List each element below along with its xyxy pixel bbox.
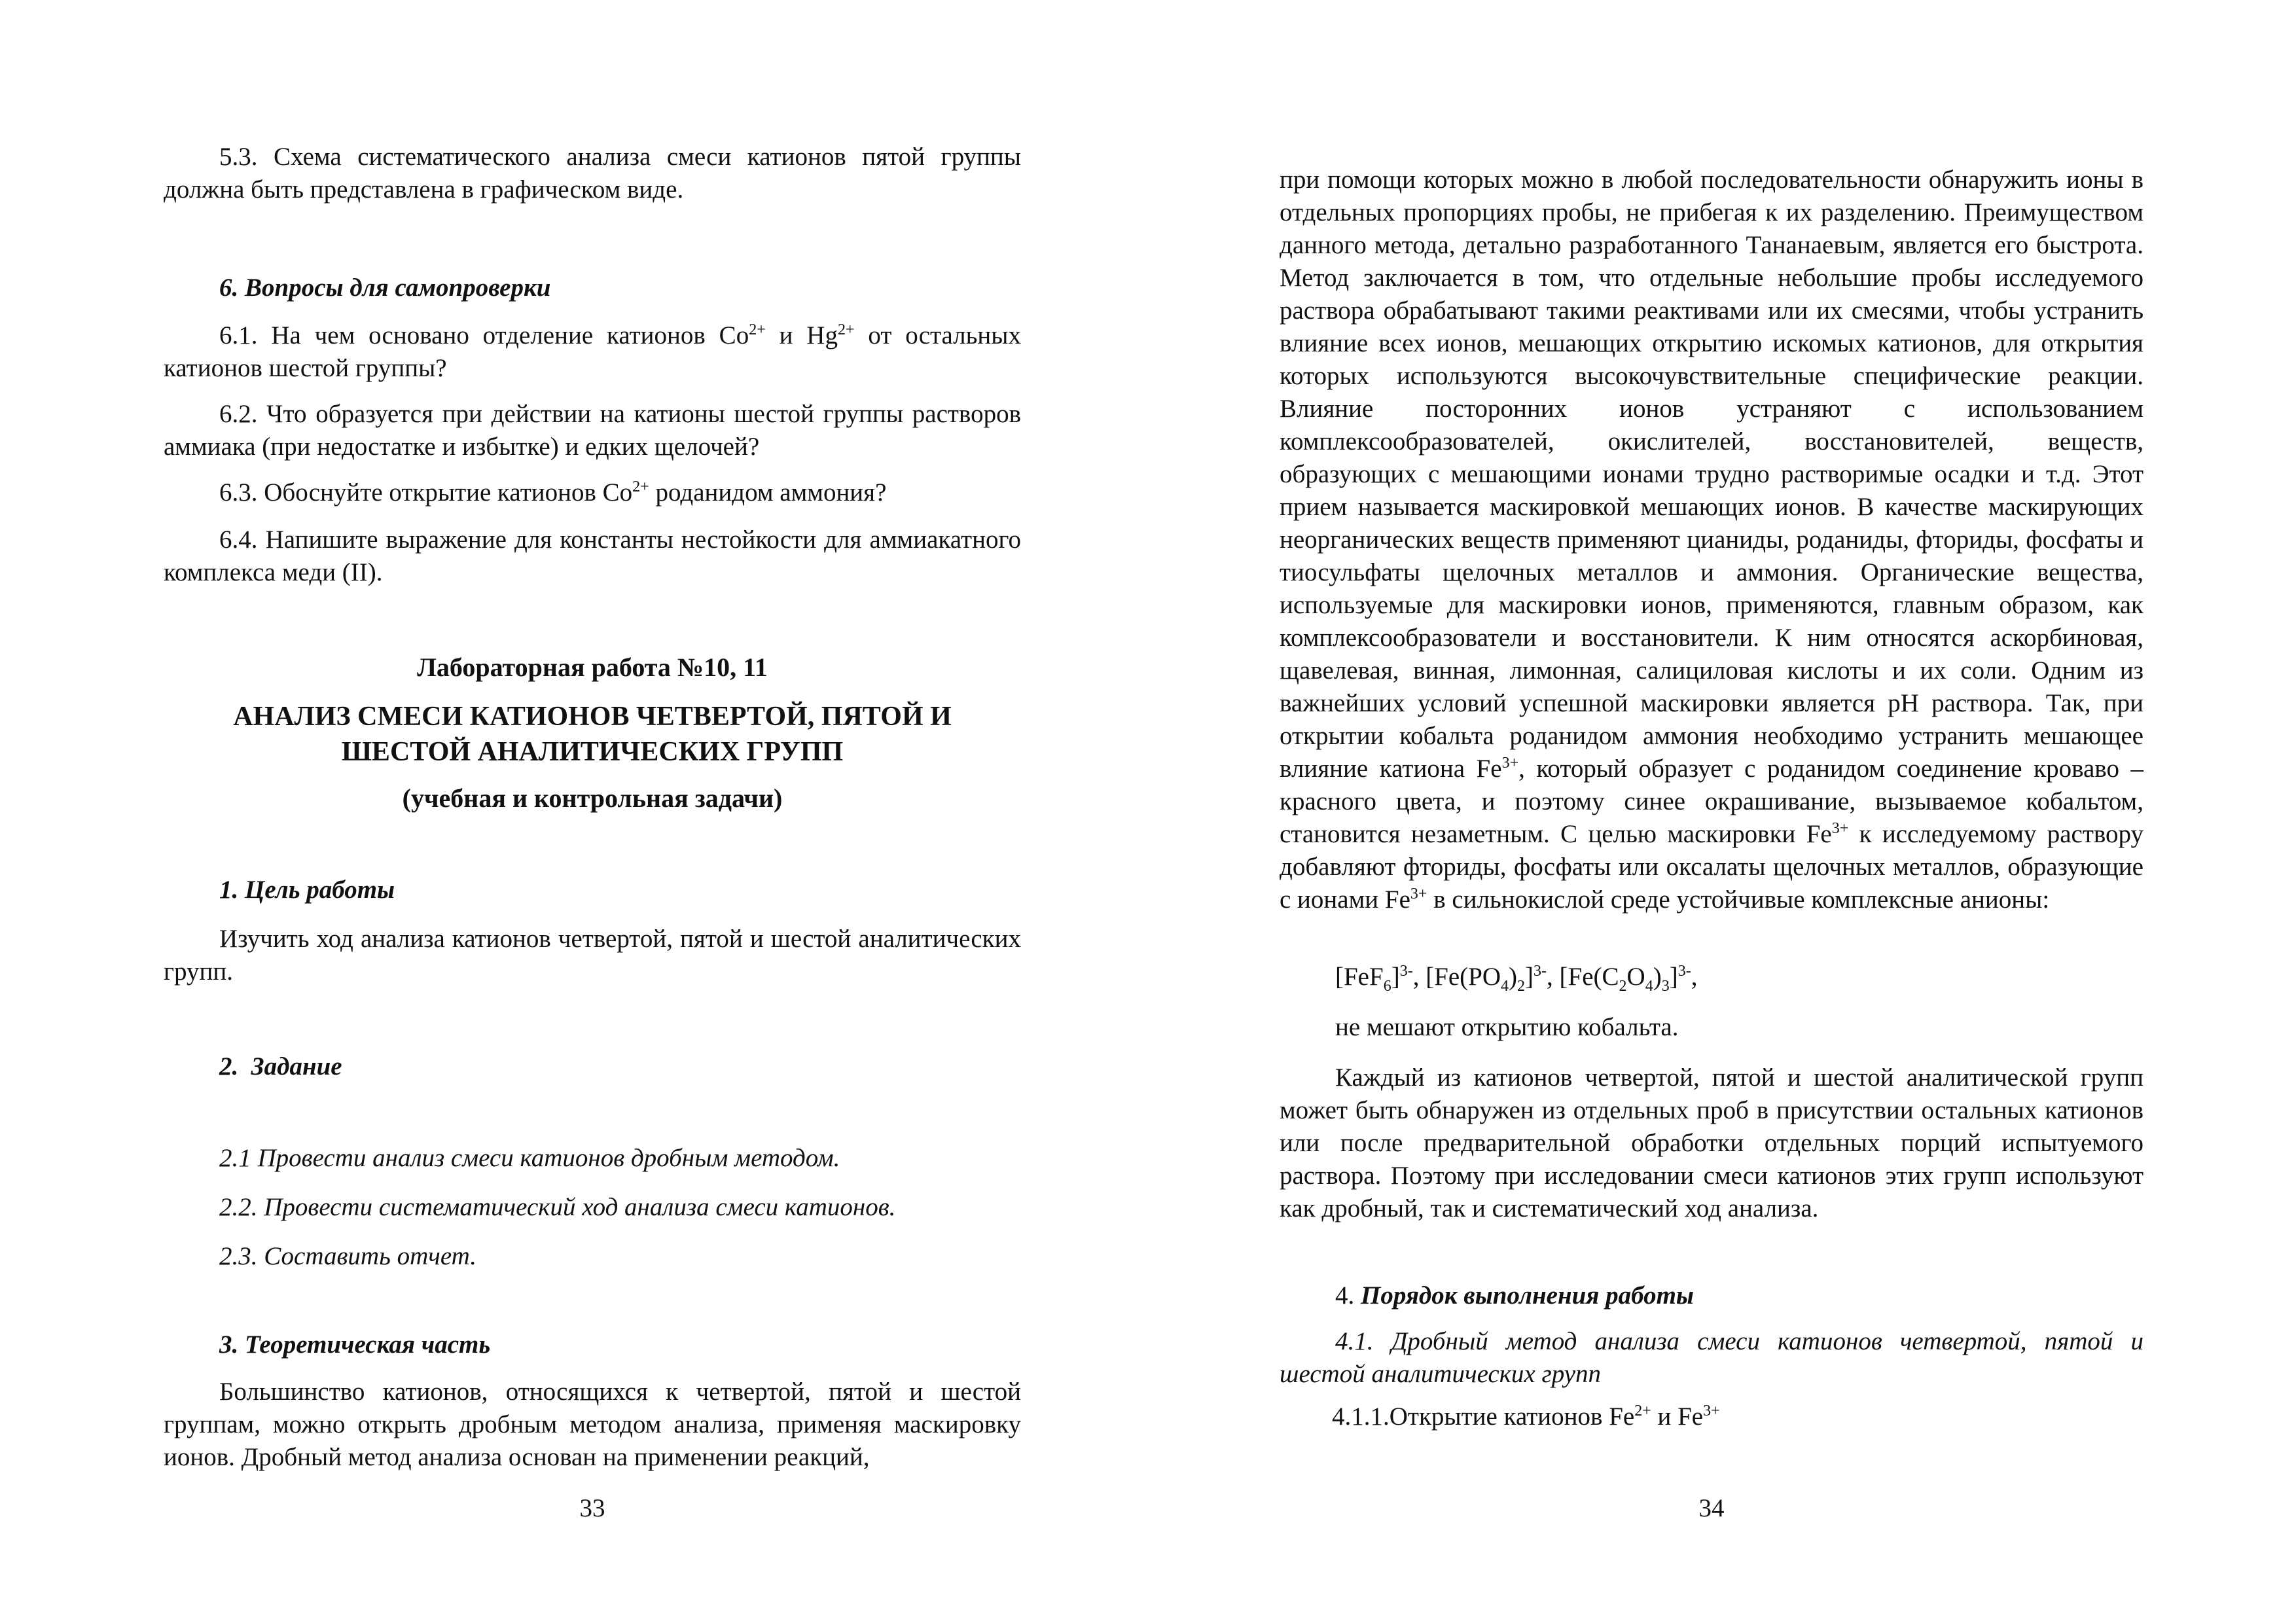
question-6-4 [164, 524, 1021, 589]
section-6-heading [164, 272, 1021, 304]
section-3-number: 3. [219, 1330, 239, 1359]
q64-text: 6.4. Напишите выражение для константы нестойкости для аммиакатного комплекса меди (II). [164, 526, 1021, 586]
formula-3-close: ) [1653, 963, 1662, 991]
theory-paragraph [164, 1376, 1021, 1474]
section-1-title: Цель работы [245, 876, 395, 904]
formula-2-close: ) [1509, 963, 1518, 991]
q61-part-a: 6.1. На чем основано отделение катионов Co [219, 321, 749, 349]
section-4-heading [1280, 1279, 2144, 1312]
question-6-2 [164, 398, 1021, 463]
complex-formulas [1280, 961, 2144, 993]
formula-1: [FeF [1335, 963, 1384, 991]
q63-part-a: 6.3. Обоснуйте открытие катионов Co [219, 478, 633, 507]
section-2-title: Задание [251, 1052, 342, 1080]
question-6-3 [164, 476, 1021, 509]
formula-1-close: ] [1391, 963, 1400, 991]
item-5-3 [164, 141, 1021, 206]
formula-3-sub1: 2 [1619, 977, 1627, 995]
para1-part-c: к исследуемому раствору добавляют фториды, фосфаты или оксалаты щелочных металлов, образующие с ионами Fe [1280, 820, 2144, 914]
section-1-number: 1. [219, 876, 239, 904]
formula-3-sub3: 3 [1661, 977, 1670, 995]
formula-2-sup: 3- [1534, 963, 1547, 980]
section-3-heading [164, 1329, 1021, 1361]
para1-sup-2: 3+ [1831, 820, 1849, 837]
task-2-3: 2.3. Составить отчет. [219, 1242, 477, 1270]
section-1-heading [164, 874, 1021, 906]
lab-title: Лабораторная работа №10, 11 [417, 652, 768, 682]
section-6-title: Вопросы для самопроверки [245, 274, 551, 302]
no-interfere-line [1280, 1011, 2144, 1044]
page-number-left: 33 [579, 1494, 605, 1522]
masking-paragraph [1280, 164, 2144, 916]
task-list [164, 1142, 1021, 1273]
formula-2-sub: 4 [1501, 977, 1509, 995]
main-title-block [164, 699, 1021, 770]
formula-3: , [Fe(C [1547, 963, 1619, 991]
q63-part-b: роданидом аммония? [649, 478, 887, 507]
formula-1-sub: 6 [1383, 977, 1391, 995]
q61-part-b: и Hg [765, 321, 838, 349]
section-4-1-1 [1280, 1400, 2144, 1433]
task-2-2: 2.2. Провести систематический ход анализа смеси катионов. [219, 1193, 896, 1221]
para1-part-a: при помощи которых можно в любой последовательности обнаружить ионы в отдельных пропорциях пробы, не прибегая к их разделению. Преимуществом данного метода, детально разработанного Тананаевым, является его быстрота. Метод заключается в том, что отдельные небольшие пробы исследуемого раствора обрабатывают такими реактивами или их смесями, чтобы устранить влияние всех ионов, мешающих открытию искомых катионов, для открытия которых используются высокочувствительные специфические реакции. Влияние посторонних ионов устраняют с использованием комплексообразователей, окислителей, восстановителей, веществ, образующих с мешающими ионами трудно растворимые осадки и т.д. Этот прием называется маскировкой мешающих ионов. В качестве маскирующих неорганических веществ применяют цианиды, роданиды, фториды, фосфаты и тиосульфаты щелочных металлов и аммония. Органические вещества, используемые для маскировки ионов, применяются, главным образом, как комплексообразователи и восстановители. К ним относятся аскорбиновая, щавелевая, винная, лимонная, салициловая кислоты и их соли. Одним из важнейших условий успешной маскировки является pH раствора. Так, при открытии кобальта роданидом аммония необходимо устранить мешающее влияние катиона Fe [1280, 166, 2144, 783]
q62-text: 6.2. Что образуется при действии на катионы шестой группы растворов аммиака (при недостатке и избытке) и едких щелочей? [164, 400, 1021, 461]
main-title-line-2: ШЕСТОЙ АНАЛИТИЧЕСКИХ ГРУПП [341, 737, 844, 767]
s411-sup-1: 2+ [1634, 1402, 1651, 1419]
section-4-number: 4. [1335, 1281, 1355, 1310]
section-4-title: Порядок выполнения работы [1361, 1281, 1694, 1310]
sub-title: (учебная и контрольная задачи) [402, 783, 783, 813]
s411-part-b: и Fe [1651, 1402, 1704, 1431]
section-2-heading [164, 1050, 1021, 1083]
s411-sup-2: 3+ [1703, 1402, 1720, 1419]
section-4-1-text: 4.1. Дробный метод анализа смеси катионов четвертой, пятой и шестой аналитических групп [1280, 1327, 2144, 1388]
groups-paragraph [1280, 1061, 2144, 1225]
formula-end: , [1691, 963, 1698, 991]
para1-sup-3: 3+ [1410, 885, 1427, 902]
no-interfere-text: не мешают открытию кобальта. [1335, 1013, 1679, 1041]
main-title-line-1: АНАЛИЗ СМЕСИ КАТИОНОВ ЧЕТВЕРТОЙ, ПЯТОЙ И [233, 702, 952, 732]
theory-text: Большинство катионов, относящихся к четвертой, пятой и шестой группам, можно открыть дробным методом анализа, применяя маскировку ионов. Дробный метод анализа основан на применении реакций, [164, 1378, 1021, 1471]
formula-3-close2: ] [1669, 963, 1678, 991]
para1-part-d: в сильнокислой среде устойчивые комплексные анионы: [1427, 885, 2050, 914]
lab-title-block [164, 651, 1021, 684]
task-2-1: 2.1 Провести анализ смеси катионов дробным методом. [219, 1144, 840, 1172]
para2-text: Каждый из катионов четвертой, пятой и шестой аналитической групп может быть обнаружен из отдельных проб в присутствии остальных катионов или после предварительной обработки отдельных порций испытуемого раствора. Поэтому при исследовании смеси катионов этих групп используют как дробный, так и систематический ход анализа. [1280, 1063, 2144, 1222]
formula-2-sub2: 2 [1517, 977, 1526, 995]
q63-sup: 2+ [632, 478, 649, 495]
s411-part-a: 4.1.1.Открытие катионов Fe [1332, 1402, 1635, 1431]
para1-part-b: , который образует с роданидом соединение кроваво – красного цвета, и поэтому синее окрашивание, вызываемое кобальтом, становится незаметным. С целью маскировки Fe [1280, 755, 2144, 848]
formula-3-sub2: 4 [1645, 977, 1653, 995]
sub-title-block [164, 782, 1021, 815]
formula-1-sup: 3- [1399, 963, 1413, 980]
formula-2-close2: ] [1525, 963, 1534, 991]
formula-3-o: O [1626, 963, 1645, 991]
q61-sup-1: 2+ [749, 321, 766, 338]
formula-3-sup: 3- [1677, 963, 1691, 980]
page-number-right: 34 [1698, 1494, 1725, 1522]
para1-sup-1: 3+ [1501, 755, 1519, 772]
right-page [1280, 0, 2144, 1623]
left-page [164, 0, 1021, 1623]
section-6-number: 6. [219, 274, 239, 302]
section-4-1 [1280, 1325, 2144, 1391]
formula-2: , [Fe(PO [1412, 963, 1501, 991]
q61-part-c: от остальных катионов шестой группы? [164, 321, 1021, 382]
q61-sup-2: 2+ [837, 321, 855, 338]
section-3-title: Теоретическая часть [245, 1330, 491, 1359]
goal-text: Изучить ход анализа катионов четвертой, пятой и шестой аналитических групп. [164, 925, 1021, 986]
goal-paragraph [164, 923, 1021, 988]
item-5-3-text: 5.3. Схема систематического анализа смеси катионов пятой группы должна быть представлена в графическом виде. [164, 143, 1021, 204]
question-6-1 [164, 319, 1021, 385]
section-2-number: 2. [219, 1052, 239, 1080]
